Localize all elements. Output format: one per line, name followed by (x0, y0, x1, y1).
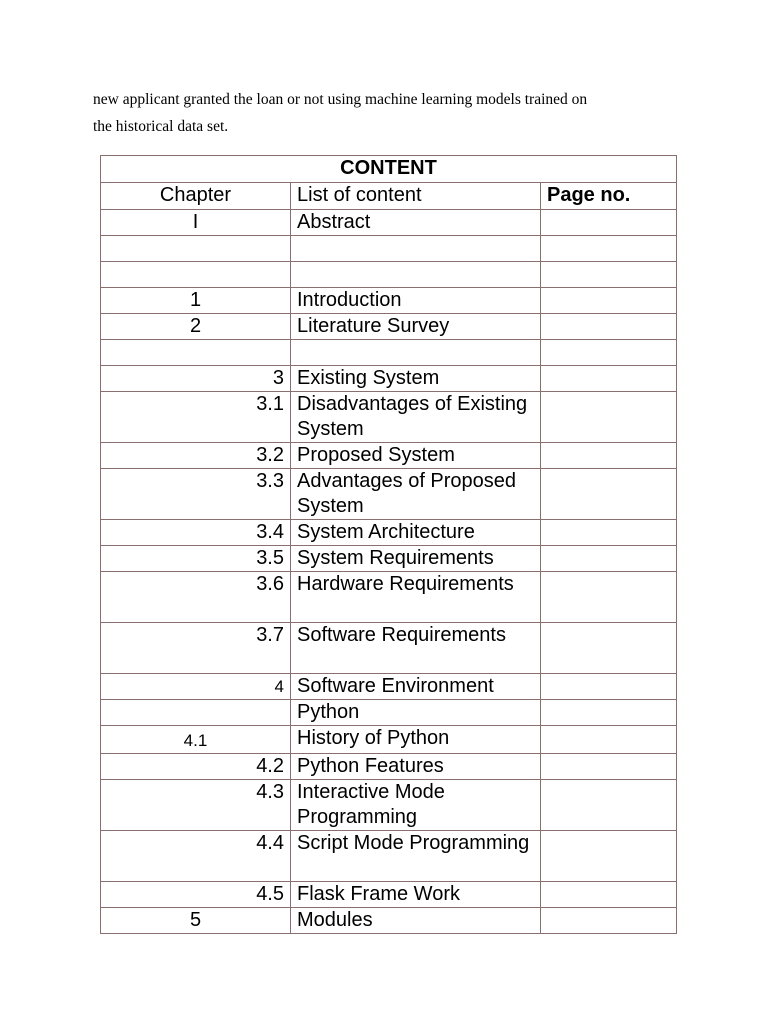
table-row (101, 288, 677, 314)
content-title-cell (291, 236, 541, 262)
intro-line-1: new applicant granted the loan or not using machine learning models trained on (93, 91, 588, 108)
page-number-cell (541, 623, 677, 674)
table-row (101, 754, 677, 780)
chapter-number-cell: 3.2 (101, 443, 291, 469)
content-title-cell: Introduction (291, 288, 541, 314)
page-number-cell (541, 392, 677, 443)
page-number-cell (541, 908, 677, 934)
content-title-cell: History of Python (291, 726, 541, 754)
chapter-number-cell (101, 700, 291, 726)
page-number-cell (541, 340, 677, 366)
chapter-number-cell: 4.5 (101, 882, 291, 908)
content-title-cell: Existing System (291, 366, 541, 392)
content-title-cell: Flask Frame Work (291, 882, 541, 908)
chapter-number-cell: 3.7 (101, 623, 291, 674)
chapter-number-cell: 3.5 (101, 546, 291, 572)
table-row (101, 908, 677, 934)
chapter-header: Chapter (101, 183, 291, 210)
page-number-cell (541, 314, 677, 340)
page-number-cell (541, 726, 677, 754)
page-number-cell (541, 520, 677, 546)
page-number-cell (541, 546, 677, 572)
page-number-cell (541, 443, 677, 469)
table-row (101, 572, 677, 623)
content-title-cell: Interactive Mode Programming (291, 780, 541, 831)
page-number-cell (541, 882, 677, 908)
chapter-number-cell: 2 (101, 314, 291, 340)
intro-line-2: the historical data set. (93, 118, 229, 135)
chapter-number-cell (101, 340, 291, 366)
content-title-cell: Software Environment (291, 674, 541, 700)
chapter-number-cell: 4.1 (101, 726, 291, 754)
chapter-number-cell: 3.4 (101, 520, 291, 546)
chapter-number-cell: 1 (101, 288, 291, 314)
content-title-cell: System Architecture (291, 520, 541, 546)
page-header: Page no. (541, 183, 677, 210)
page-number-cell (541, 236, 677, 262)
table-row (101, 726, 677, 754)
content-title-cell: Modules (291, 908, 541, 934)
page-number-cell (541, 674, 677, 700)
chapter-number-cell: 4.3 (101, 780, 291, 831)
table-row (101, 366, 677, 392)
page-number-cell (541, 780, 677, 831)
table-row (101, 392, 677, 443)
table-row (101, 236, 677, 262)
table-row (101, 469, 677, 520)
table-row (101, 210, 677, 236)
chapter-number-cell: 4 (101, 674, 291, 700)
page-number-cell (541, 469, 677, 520)
page-number-cell (541, 288, 677, 314)
table-row (101, 340, 677, 366)
content-title-cell (291, 340, 541, 366)
content-title-cell: Abstract (291, 210, 541, 236)
table-row (101, 443, 677, 469)
chapter-number-cell: 3.1 (101, 392, 291, 443)
header-row (101, 183, 677, 210)
table-row (101, 314, 677, 340)
chapter-number-cell: 3.6 (101, 572, 291, 623)
content-title-cell: System Requirements (291, 546, 541, 572)
table-row (101, 674, 677, 700)
page-number-cell (541, 754, 677, 780)
content-title-cell: Disadvantages of Existing System (291, 392, 541, 443)
table-of-contents (100, 155, 677, 934)
page-number-cell (541, 366, 677, 392)
chapter-number-cell: I (101, 210, 291, 236)
content-title-cell: Python (291, 700, 541, 726)
content-title-cell (291, 262, 541, 288)
page-number-cell (541, 572, 677, 623)
table-row (101, 623, 677, 674)
table-row (101, 262, 677, 288)
content-title-cell: Hardware Requirements (291, 572, 541, 623)
content-title-cell: Script Mode Programming (291, 831, 541, 882)
content-title-cell: Proposed System (291, 443, 541, 469)
content-title-cell: Python Features (291, 754, 541, 780)
chapter-number-cell: 4.4 (101, 831, 291, 882)
intro-paragraph (93, 86, 693, 140)
chapter-number-cell: 3 (101, 366, 291, 392)
content-title-cell: Software Requirements (291, 623, 541, 674)
page-number-cell (541, 831, 677, 882)
table-row (101, 520, 677, 546)
chapter-number-cell (101, 262, 291, 288)
chapter-number-cell: 4.2 (101, 754, 291, 780)
page-number-cell (541, 210, 677, 236)
chapter-number-cell: 5 (101, 908, 291, 934)
table-row (101, 831, 677, 882)
table-row (101, 546, 677, 572)
page-number-cell (541, 700, 677, 726)
chapter-number-cell: 3.3 (101, 469, 291, 520)
content-title-cell: Literature Survey (291, 314, 541, 340)
content-title-cell: Advantages of Proposed System (291, 469, 541, 520)
table-row (101, 882, 677, 908)
table-row (101, 780, 677, 831)
content-header: List of content (291, 183, 541, 210)
toc-body (101, 210, 677, 934)
chapter-number-cell (101, 236, 291, 262)
page-number-cell (541, 262, 677, 288)
table-title: CONTENT (101, 156, 677, 183)
table-row (101, 700, 677, 726)
